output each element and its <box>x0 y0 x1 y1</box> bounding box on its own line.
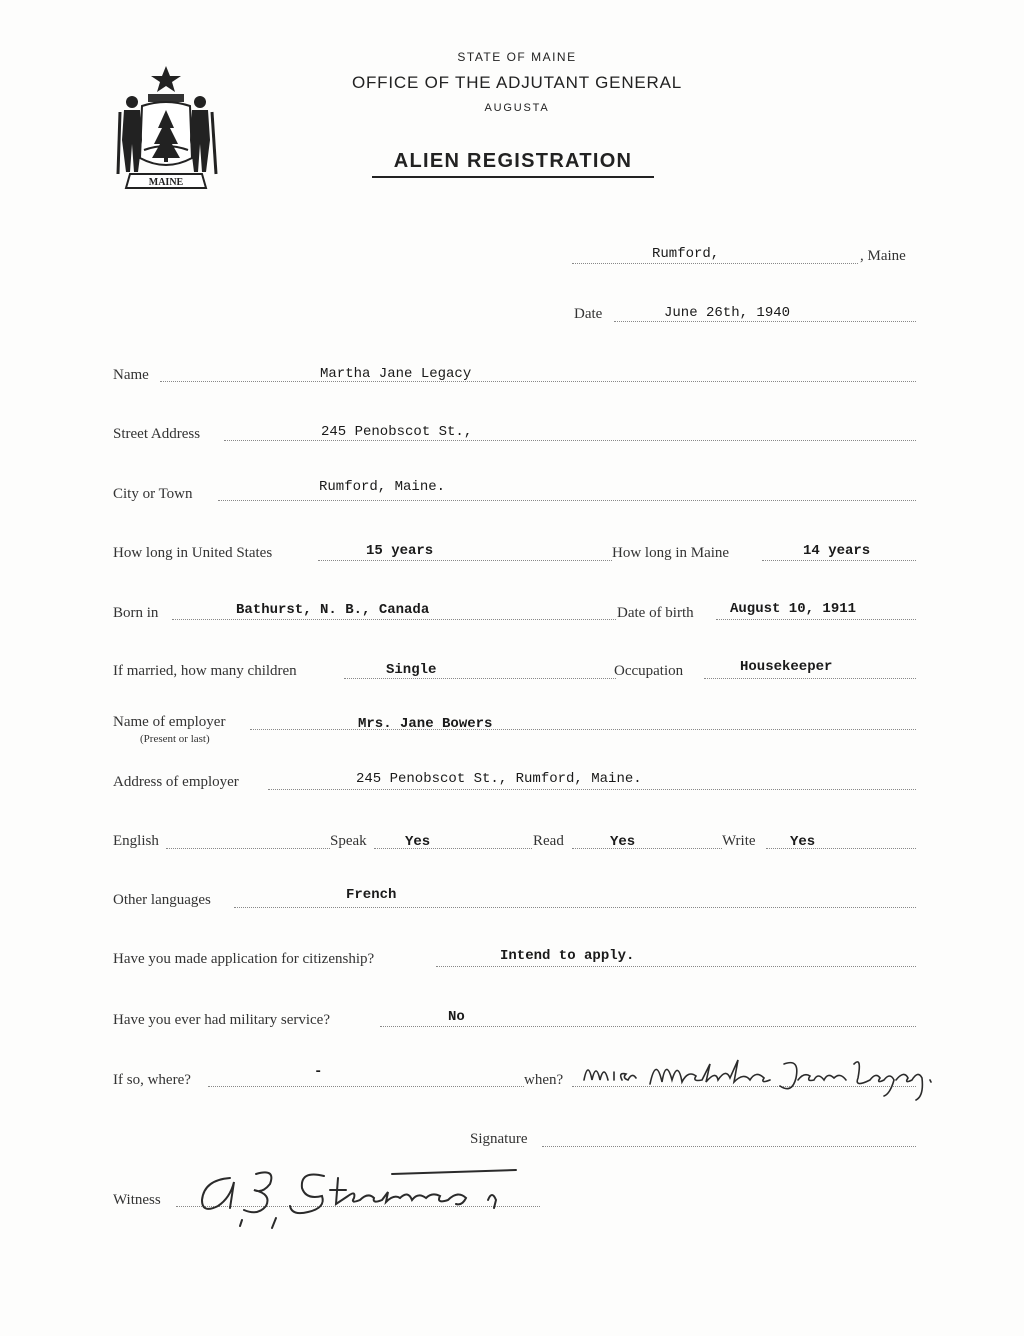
read-line <box>572 848 722 849</box>
born-label: Born in <box>113 605 159 621</box>
maine-duration-line <box>762 560 916 561</box>
military-line <box>380 1026 916 1027</box>
form-title: ALIEN REGISTRATION <box>372 150 654 178</box>
children-line <box>344 678 616 679</box>
street-line <box>224 440 916 441</box>
employer-address-value: 245 Penobscot St., Rumford, Maine. <box>356 771 642 787</box>
occupation-value: Housekeeper <box>740 659 833 675</box>
citizenship-label: Have you made application for citizenship? <box>113 951 375 967</box>
date-value: June 26th, 1940 <box>664 305 791 321</box>
name-label: Name <box>113 367 149 383</box>
where-value: - <box>314 1064 323 1080</box>
header-city: AUGUSTA <box>484 102 550 114</box>
us-duration-label: How long in United States <box>113 545 273 561</box>
header-office: OFFICE OF THE ADJUTANT GENERAL <box>351 73 683 92</box>
speak-value: Yes <box>405 834 431 850</box>
speak-line <box>374 848 532 849</box>
where-line <box>208 1086 524 1087</box>
us-duration-value: 15 years <box>366 543 434 559</box>
employer-address-line <box>268 789 916 790</box>
write-label: Write <box>722 833 756 849</box>
employer-address-label: Address of employer <box>113 774 239 790</box>
children-value: Single <box>386 662 437 678</box>
citizenship-line <box>436 966 916 967</box>
header-state: STATE OF MAINE <box>457 50 577 64</box>
read-value: Yes <box>610 834 636 850</box>
where-label: If so, where? <box>113 1072 191 1088</box>
maine-duration-value: 14 years <box>803 543 871 559</box>
employer-line <box>250 729 916 730</box>
occupation-line <box>704 678 916 679</box>
street-value: 245 Penobscot St., <box>321 424 473 440</box>
maine-duration-label: How long in Maine <box>612 545 730 561</box>
signature-label: Signature <box>470 1131 528 1147</box>
military-label: Have you ever had military service? <box>113 1012 330 1028</box>
other-languages-label: Other languages <box>113 892 211 908</box>
maine-suffix-label: , Maine <box>860 248 906 264</box>
city-town-value: Rumford, Maine. <box>319 479 446 495</box>
military-value: No <box>448 1009 465 1025</box>
date-label: Date <box>574 306 603 322</box>
employer-note: (Present or last) <box>140 733 210 745</box>
us-duration-line <box>318 560 612 561</box>
children-label: If married, how many children <box>113 663 297 679</box>
date-line <box>614 321 916 322</box>
english-line <box>166 848 330 849</box>
when-label: when? <box>524 1072 564 1088</box>
occupation-label: Occupation <box>614 663 684 679</box>
read-label: Read <box>533 833 564 849</box>
dob-value: August 10, 1911 <box>730 601 857 617</box>
state-seal-icon <box>112 62 220 192</box>
employer-label: Name of employer <box>113 714 226 730</box>
english-label: English <box>113 833 159 849</box>
write-value: Yes <box>790 834 816 850</box>
dob-line <box>716 619 916 620</box>
speak-label: Speak <box>330 833 367 849</box>
other-languages-line <box>234 907 916 908</box>
born-line <box>172 619 616 620</box>
city-town-label: City or Town <box>113 486 193 502</box>
other-languages-value: French <box>346 887 397 903</box>
name-line <box>160 381 916 382</box>
street-label: Street Address <box>113 426 201 442</box>
signature-line <box>542 1146 916 1147</box>
employer-value: Mrs. Jane Bowers <box>358 716 493 732</box>
write-line <box>766 848 916 849</box>
city-town-line <box>218 500 916 501</box>
name-value: Martha Jane Legacy <box>320 366 472 382</box>
witness-signature <box>196 1160 536 1230</box>
witness-label: Witness <box>113 1192 161 1208</box>
dob-label: Date of birth <box>617 605 694 621</box>
town-value: Rumford, <box>652 246 720 262</box>
applicant-signature <box>578 1050 948 1102</box>
citizenship-value: Intend to apply. <box>500 948 635 964</box>
born-value: Bathurst, N. B., Canada <box>236 602 430 618</box>
town-line <box>572 263 858 264</box>
seal-banner-text: MAINE <box>148 177 184 188</box>
